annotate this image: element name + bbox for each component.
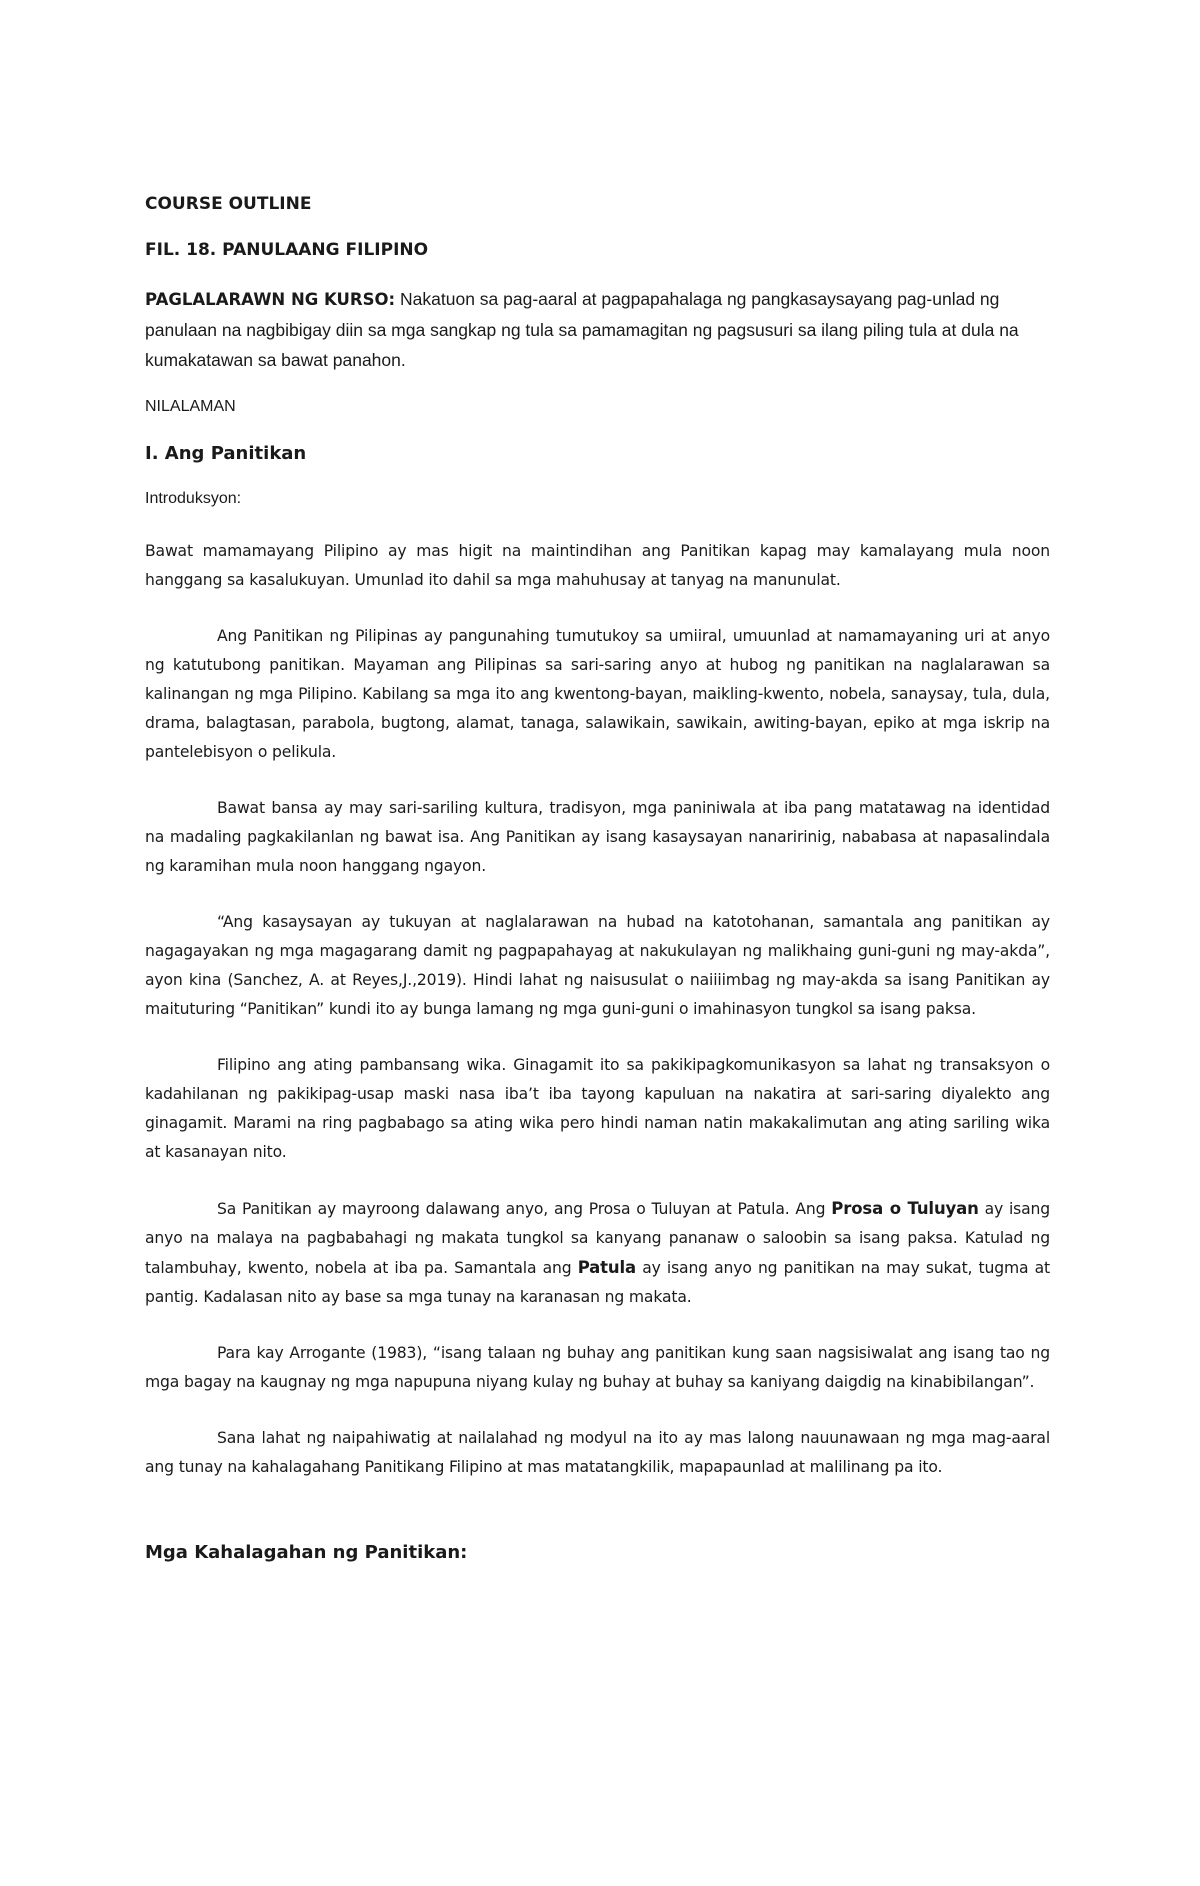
page-content	[145, 192, 1050, 1566]
paragraph-3: Bawat bansa ay may sari-sariling kultura, tradisyon, mga paniniwala at iba pang matatawag na identidad na madaling pagkakilanlan ng bawat isa. Ang Panitikan ay isang kasaysayan nanaririnig, nababasa at napasalindala ng karamihan mula noon hanggang ngayon.	[145, 799, 1050, 875]
paragraph-5: Filipino ang ating pambansang wika. Ginagamit ito sa pakikipagkomunikasyon sa lahat ng transaksyon o kadahilanan ng pakikipag-usap maski nasa iba’t iba tayong kapuluan na nakatira at sari-saring diyalekto ang ginagamit. Marami na ring pagbabago sa ating wika pero hindi naman natin makakalimutan ang ating sariling wika at kasanayan nito.	[145, 1056, 1050, 1161]
description-text: Nakatuon sa pag-aaral at pagpapahalaga ng pangkasaysayang pag-unlad ng panulaan na nagbibigay diin sa mga sangkap ng tula sa pamamagitan ng pagsusuri sa ilang piling tula at dula na kumakatawan sa bawat panahon.	[145, 289, 1019, 370]
patula-bold-term: Patula	[577, 1258, 636, 1277]
paragraph-closing: Sana lahat ng naipahiwatig at nailalahad ng modyul na ito ay mas lalong nauunawaan ng mga mag-aaral ang tunay na kahalagahang Panitikang Filipino at mas matatangkilik, mapapaunlad at malilinang pa ito.	[145, 1429, 1050, 1476]
paragraph-1: Bawat mamamayang Pilipino ay mas higit na maintindihan ang Panitikan kapag may kamalayang mula noon hanggang sa kasalukuyan. Umunlad ito dahil sa mga mahuhusay at tanyag na manunulat.	[145, 542, 1050, 589]
course-outline-title: COURSE OUTLINE	[145, 194, 312, 214]
prosa-middle: ay isang anyo na malaya na pagbabahagi ng makata tungkol sa kanyang pananaw o saloobin sa isang paksa. Katulad ng talambuhay, kwento, nobela at iba pa. Samantala ang	[145, 1200, 1050, 1277]
paragraph-2: Ang Panitikan ng Pilipinas ay pangunahing tumutukoy sa umiiral, umuunlad at namamayaning uri at anyo ng katutubong panitikan. Mayaman ang Pilipinas sa sari-saring anyo at hubog ng panitikan na naglalarawan sa kalinangan ng mga Pilipino. Kabilang sa mga ito ang kwentong-bayan, maikling-kwento, nobela, sanaysay, tula, dula, drama, balagtasan, parabola, bugtong, alamat, tanaga, salawikain, sawikain, awiting-bayan, epiko at mga iskrip na pantelebisyon o pelikula.	[145, 627, 1050, 761]
section-title: I. Ang Panitikan	[145, 443, 307, 464]
description-label: PAGLALARAWN NG KURSO:	[145, 290, 396, 309]
prosa-after: ay isang anyo ng panitikan na may sukat, tugma at pantig. Kadalasan nito ay base sa mga tunay na karanasan ng makata.	[145, 1259, 1051, 1306]
contents-label: NILALAMAN	[145, 398, 236, 415]
intro-label: Introduksyon:	[145, 490, 242, 507]
paragraph-arrogante: Para kay Arrogante (1983), “isang talaan ng buhay ang panitikan kung saan nagsisiwalat ang isang tao ng mga bagay na kaugnay ng mga napupuna niyang kulay ng buhay at buhay sa kaniyang daigdig na kinabibilangan”.	[145, 1344, 1050, 1391]
final-heading: Mga Kahalagahan ng Panitikan:	[145, 1542, 468, 1563]
prosa-before: Sa Panitikan ay mayroong dalawang anyo, ang Prosa o Tuluyan at Patula. Ang	[217, 1200, 832, 1218]
paragraph-prosa	[145, 1194, 1050, 1312]
course-code-title: FIL. 18. PANULAANG FILIPINO	[145, 240, 429, 260]
course-description	[145, 284, 1050, 375]
prosa-bold-term: Prosa o Tuluyan	[831, 1199, 979, 1218]
paragraph-4: “Ang kasaysayan ay tukuyan at naglalarawan na hubad na katotohanan, samantala ang panitikan ay nagagayakan ng mga magagarang damit ng pagpapahayag at nakukulayan ng malikhaing guni-guni ng may-akda”, ayon kina (Sanchez, A. at Reyes,J.,2019). Hindi lahat ng naisusulat o naiiiimbag ng may-akda sa isang Panitikan ay maituturing “Panitikan” kundi ito ay bunga lamang ng mga guni-guni o imahinasyon tungkol sa isang paksa.	[145, 913, 1050, 1018]
